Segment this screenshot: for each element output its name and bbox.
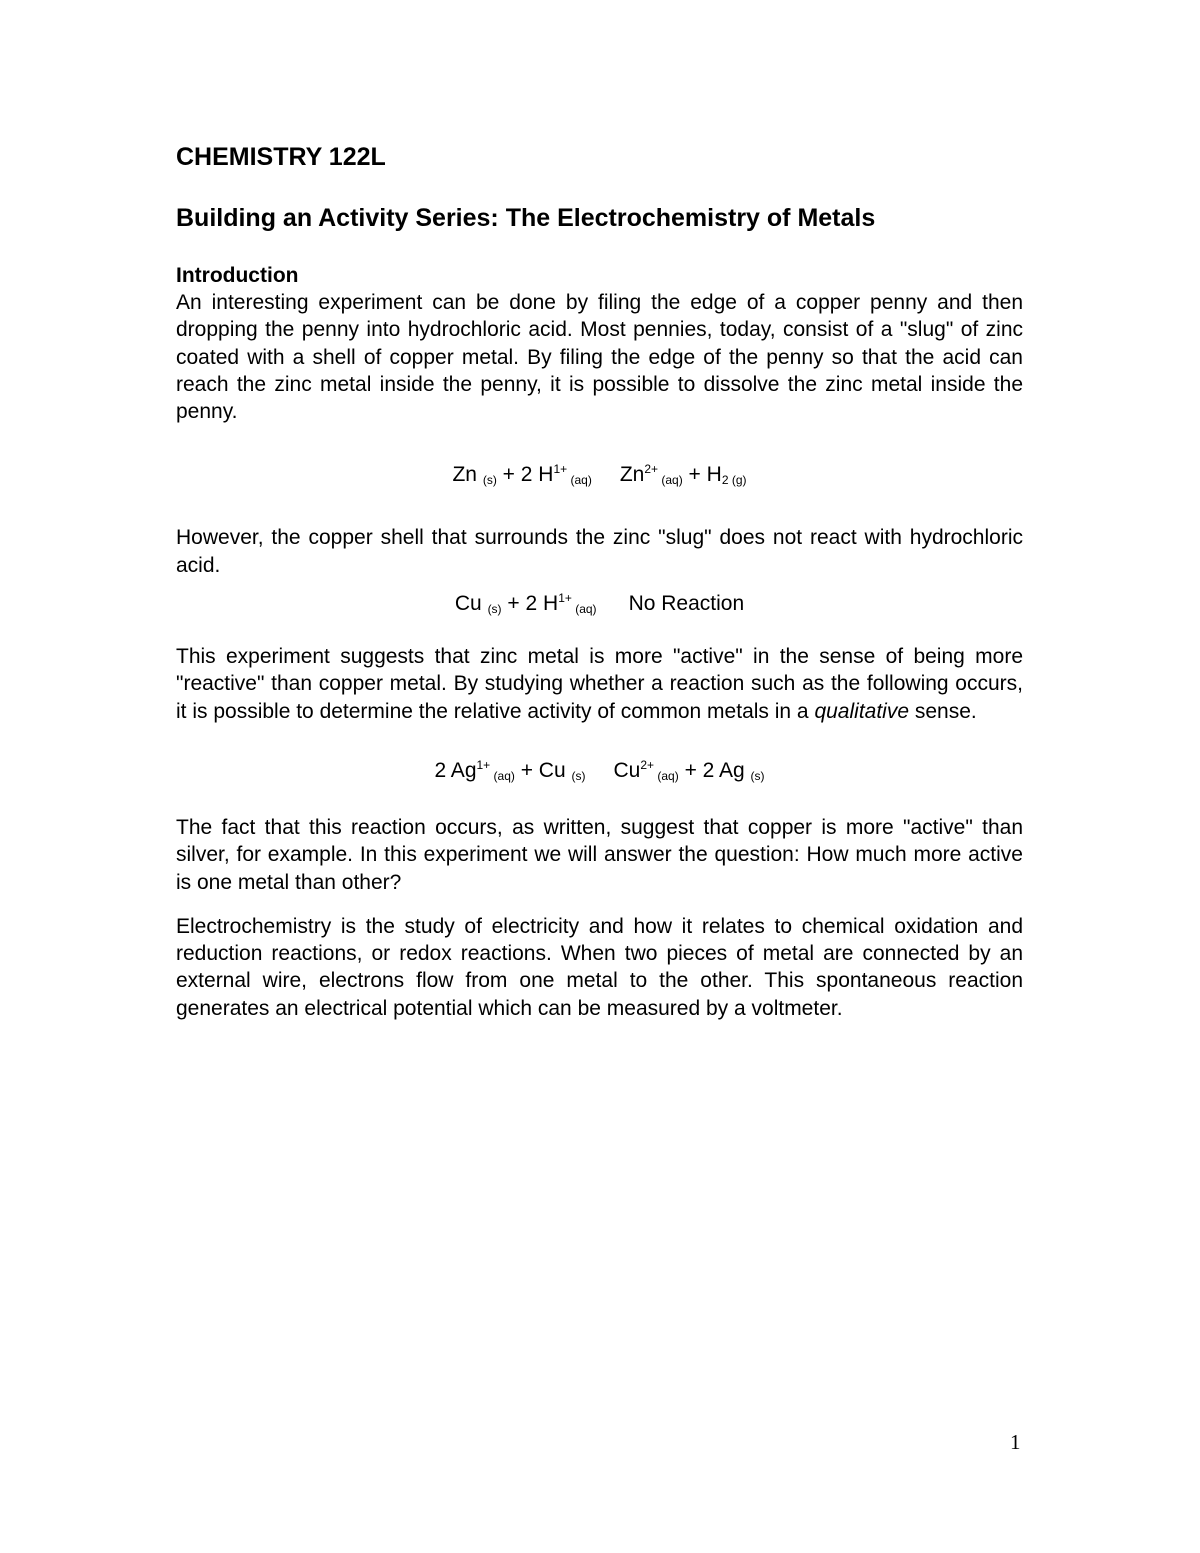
equation-zinc-acid: Zn $_{(s)}$ + 2 $H^{1+}$ $_{(aq)}$ $Zn^{2+}$ $_{(aq)} + H_{2 (g)}$: [452, 462, 747, 488]
paragraph-copper-shell: However, the copper shell that surrounds the zinc "slug" does not react with hydrochloric acid.: [176, 526, 1023, 577]
document-content: [176, 140, 1023, 1022]
page-number: 1: [1010, 1430, 1021, 1454]
equation-silver-copper: 2 $Ag^{1+}$ $_{(aq)}$ + Cu $_{(s)}$ $Cu^{2+}$ $_{(aq)}$ + 2 Ag $_{(s)}$: [434, 757, 765, 783]
introduction-heading: Introduction: [176, 264, 299, 287]
paragraph-activity: This experiment suggests that zinc metal is more "active" in the sense of being more "reactive" than copper metal. By studying whether a reaction such as the following occurs, it is possible to determine the relative activity of common metals in a qualitative sense.: [176, 645, 1023, 723]
equation-copper-acid: Cu $_{(s)}$ + 2 $H^{1+}$ $_{(aq)}$ No Reaction: [454, 591, 745, 617]
paragraph-penny-experiment: An interesting experiment can be done by filing the edge of a copper penny and then dropping the penny into hydrochloric acid. Most pennies, today, consist of a "slug" of zinc coated with a shell of copper metal. By filing the edge of the penny so that the acid can reach the zinc metal inside the penny, it is possible to dissolve the zinc metal inside the penny.: [176, 291, 1023, 424]
document-title: Building an Activity Series: The Electrochemistry of Metals: [176, 204, 876, 232]
course-title: CHEMISTRY 122L: [176, 143, 386, 171]
paragraph-copper-silver: The fact that this reaction occurs, as written, suggest that copper is more "active" than silver, for example. In this experiment we will answer the question: How much more active is one metal than other?: [176, 815, 1023, 894]
paragraph-electrochemistry: Electrochemistry is the study of electricity and how it relates to chemical oxidation and reduction reactions, or redox reactions. When two pieces of metal are connected by an external wire, electrons flow from one metal to the other. This spontaneous reaction generates an electrical potential which can be measured by a voltmeter.: [176, 914, 1023, 1020]
